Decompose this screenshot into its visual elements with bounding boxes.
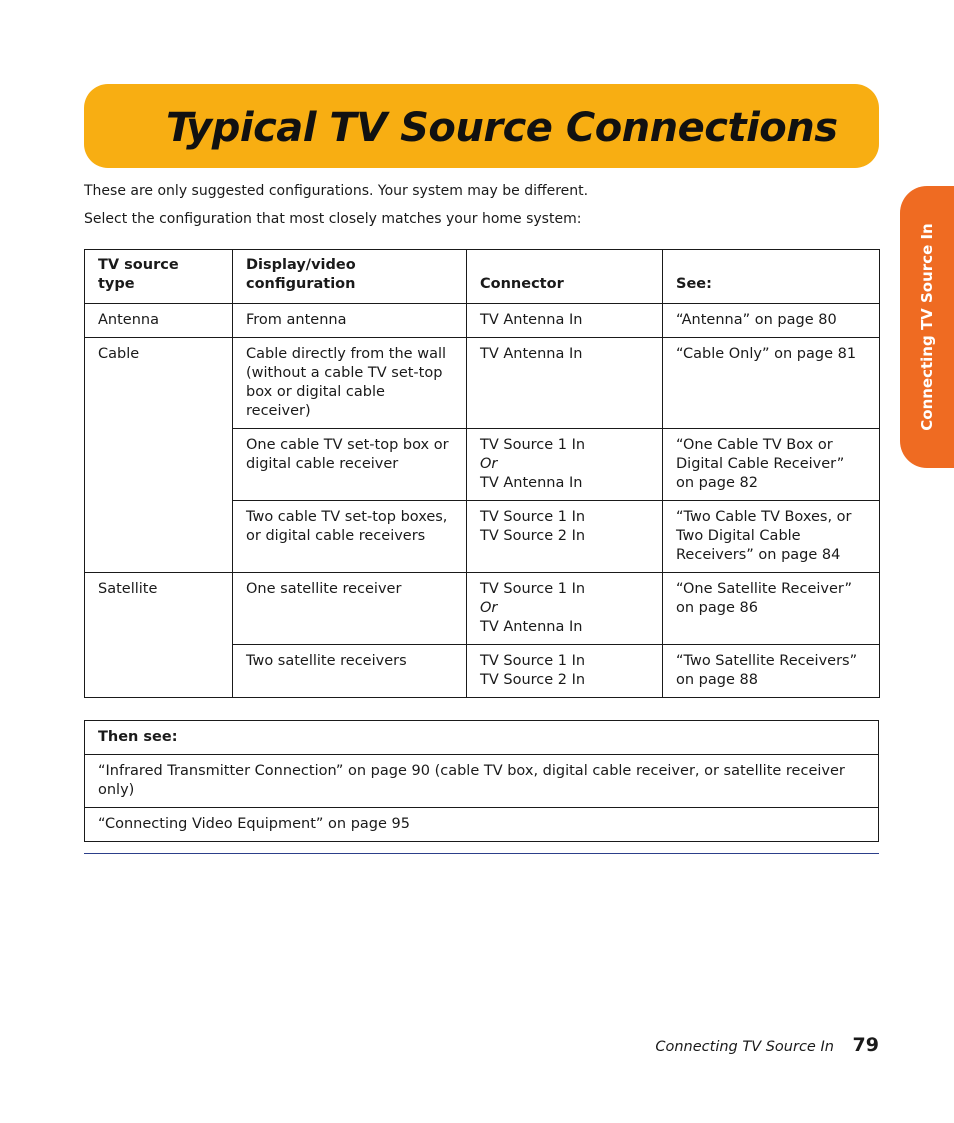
connector-cell [467,429,663,501]
see-reference-cell: “Two Cable TV Boxes, or Two Digital Cable Receivers” on page 84 [663,501,880,573]
connector-option: TV Source 1 In [480,509,586,525]
connector-cell [467,573,663,645]
configuration-cell: Two cable TV set-top boxes, or digital cable receivers [233,501,467,573]
connector-option: TV Source 2 In [480,672,586,688]
page-title: Typical TV Source Connections [166,105,838,151]
table-row [85,304,880,338]
see-reference-cell: “Two Satellite Receivers” on page 88 [663,645,880,698]
connector-cell [467,501,663,573]
configuration-cell: From antenna [233,304,467,338]
page-footer [655,1034,879,1056]
configuration-cell: One satellite receiver [233,573,467,645]
see-reference-cell: “One Satellite Receiver” on page 86 [663,573,880,645]
connector-option: TV Antenna In [480,475,583,491]
section-tab-label: Connecting TV Source In [918,223,936,431]
connector-option: TV Source 2 In [480,528,586,544]
connector-option: TV Source 1 In [480,437,586,453]
configuration-cell: One cable TV set-top box or digital cable receiver [233,429,467,501]
source-type-cell: Antenna [85,304,233,338]
connector-cell: TV Antenna In [467,338,663,429]
configuration-cell: Cable directly from the wall (without a cable TV set-top box or digital cable receiver) [233,338,467,429]
connections-table [84,249,880,698]
connector-option: TV Source 1 In [480,581,586,597]
header-connector: Connector [467,250,663,304]
header-source-type: TV source type [85,250,233,304]
connector-or: Or [480,600,498,616]
then-see-header: Then see: [85,721,879,755]
connector-or: Or [480,456,498,472]
then-see-table [84,720,879,842]
then-see-reference: “Connecting Video Equipment” on page 95 [85,808,879,842]
connector-option: TV Source 1 In [480,653,586,669]
table-header-row [85,250,880,304]
then-see-header-row [85,721,879,755]
header-configuration: Display/video configuration [233,250,467,304]
header-see: See: [663,250,880,304]
source-type-cell: Cable [85,338,233,573]
page-number: 79 [852,1034,879,1056]
see-reference-cell: “Cable Only” on page 81 [663,338,880,429]
configuration-cell: Two satellite receivers [233,645,467,698]
then-see-reference: “Infrared Transmitter Connection” on page 90 (cable TV box, digital cable receiver, or satellite receiver only) [85,755,879,808]
footer-section-title: Connecting TV Source In [655,1039,834,1055]
connector-cell [467,645,663,698]
title-banner [84,84,879,168]
then-see-row [85,755,879,808]
then-see-row [85,808,879,842]
see-reference-cell: “Antenna” on page 80 [663,304,880,338]
see-reference-cell: “One Cable TV Box or Digital Cable Receiver” on page 82 [663,429,880,501]
table-row [85,573,880,645]
connector-cell: TV Antenna In [467,304,663,338]
intro-note: These are only suggested configurations. Your system may be different. [84,183,589,199]
connector-option: TV Antenna In [480,619,583,635]
table-row [85,338,880,429]
source-type-cell: Satellite [85,573,233,698]
intro-instruction: Select the configuration that most closely matches your home system: [84,211,582,227]
section-tab [900,186,954,468]
section-divider [84,853,879,854]
